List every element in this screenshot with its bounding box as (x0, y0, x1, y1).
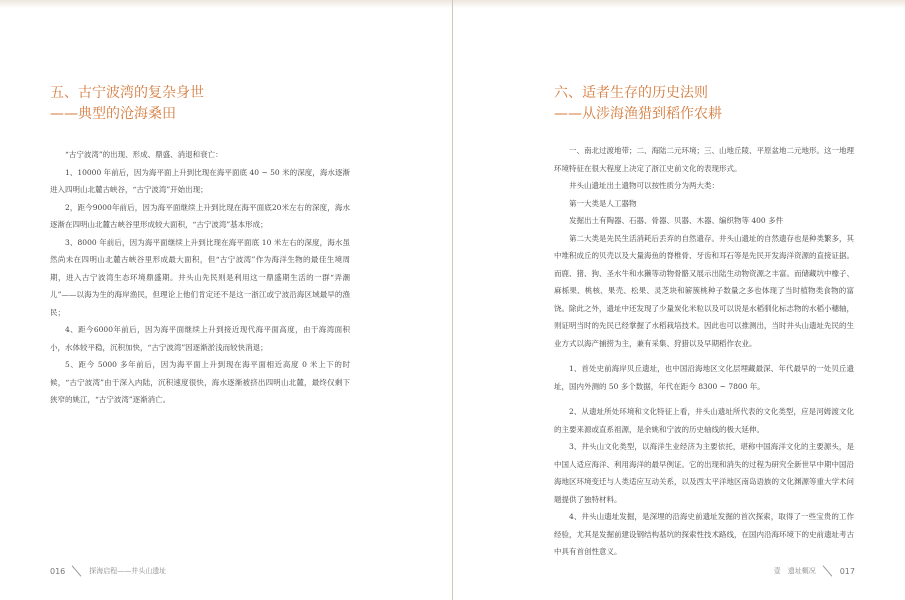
right-folio (774, 566, 855, 576)
left-heading-line-2: ——典型的沧海桑田 (50, 106, 176, 122)
folio-divider (71, 566, 83, 576)
page-number: 017 (839, 566, 855, 576)
paragraph: 2，距今9000年前后，因为海平面继续上升到比现在海平面底20米左右的深度，海水逐渐在四明山北麓古峡谷里形成较大面积，“古宁波湾”基本形成； (50, 202, 350, 229)
paragraph: 一、南北过渡地带；二、海陆二元环境；三、山地丘陵、平原盆地二元地形。这一地理环境特征在很大程度上决定了浙江史前文化的表现形式。 (554, 146, 854, 173)
page-top-shade (0, 0, 452, 8)
right-heading-line-2: ——从涉海渔猎到稻作农耕 (554, 106, 722, 122)
paragraph: 2、从遗址所处环境和文化特征上看，井头山遗址所代表的文化类型，应是河姆渡文化的主要来源或直系祖源，是余姚和宁波的历史轴线的极大延伸。 (554, 407, 854, 434)
paragraph: 1、10000 年前后，因为海平面上升到比现在海平面底 40 ~ 50 米的深度，海水逐渐进入四明山北麓古峡谷，“古宁波湾”开始出现； (50, 167, 350, 194)
page-top-shade (453, 0, 905, 8)
right-body-text (554, 142, 854, 561)
page-number: 016 (50, 566, 66, 576)
right-page (453, 0, 905, 600)
paragraph: 第二大类是先民生活消耗后丢弃的自然遗存。井头山遗址的自然遗存也是种类繁多，其中堆积成丘的贝壳以及大量海鱼的脊椎骨、牙齿和耳石等是先民开发海洋资源的直接证据。而鹿、猪、狗、圣水牛和水獭等动物骨骼又展示出陆生动物资源之丰富。而储藏坑中橡子、麻栎果、桃核、果壳、松果、灵芝块和簖簇桃种子数量之多也体现了当时植物类食物的富饶。除此之外，遗址中还发现了少量炭化米粒以及可以说是水稻驯化标志物的水稻小穗轴，则证明当时的先民已经掌握了水稻栽培技术。因此也可以推测出，当时井头山遗址先民的生业方式以海产捕捞为主，兼有采集、狩猎以及早期稻作农业。 (554, 233, 854, 348)
running-title: 探海启程——井头山遗址 (89, 567, 167, 575)
paragraph: 井头山遗址出土遗物可以按性质分为两大类： (569, 181, 719, 190)
paragraph: 1、首处史前海岸贝丘遗址，也中国沿海地区文化层埋藏最深、年代最早的一处贝丘遗址，国内外测的 50 多个数据，年代在距今 8300 ~ 7800 年。 (554, 364, 854, 391)
paragraph: 4、距今6000年前后，因为海平面继续上升到接近现代海平面高度，由于海湾面积小，水体较平稳，沉积加快，“古宁波湾”因逐渐淤浅而较快消退； (50, 325, 350, 352)
running-title: 壹 遗址概况 (773, 567, 816, 575)
right-heading-line-1: 六、适者生存的历史法则 (554, 85, 708, 101)
paragraph: 3、8000 年前后，因为海平面继续上升到比现在海平面底 10 米左右的深度，海水虽然尚未在四明山北麓古峡谷里形成最大面积，但“古宁波湾”作为海洋生物的最佳生境周期，进入古宁波湾生态环境鼎盛期。井头山先民则是利用这一鼎盛期生活的一群“弄潮儿”——以海为生的海岸渔民，但理论上他们肯定还不是这一浙江或宁波沿海区域最早的渔民； (50, 237, 350, 317)
right-section-heading (554, 83, 722, 125)
left-heading-line-1: 五、古宁波湾的复杂身世 (50, 85, 204, 101)
left-section-heading (50, 83, 204, 125)
paragraph: 3、井头山文化类型，以海洋生业经济为主要依托，堪称中国海洋文化的主要源头，是中国人适应海洋、利用海洋的最早例证。它的出现和消失的过程为研究全新世早中期中国沿海地区环境变迁与人类适应互动关系，以及西太平洋地区南岛语族的文化渊源等重大学术问题提供了独特材料。 (554, 442, 854, 504)
paragraph: 发掘出土有陶器、石器、骨器、贝器、木器、编织物等 400 多件 (569, 216, 784, 225)
paragraph: 第一大类是人工器物 (569, 198, 637, 208)
paragraph: 5、距今 5000 多年前后，因为海平面上升到现在海平面相近高度 0 米上下的时候，“古宁波湾”由于深入内陆，沉积速度很快，海水逐渐被挤出四明山北麓，最终仅剩下狭窄的姚江，“古宁波湾”逐渐消亡。 (50, 360, 350, 404)
left-body-text (50, 146, 350, 409)
left-folio (50, 566, 166, 576)
folio-divider (822, 566, 834, 576)
left-page (0, 0, 452, 600)
paragraph: 4、井头山遗址发掘，是深埋的沿海史前遗址发掘的首次探索，取得了一些宝贵的工作经验，尤其是发掘前建设钢结构基坑的探索性技术路线，在国内沿海环境下的史前遗址考古中具有首创性意义。 (554, 512, 854, 556)
paragraph: “古宁波湾”的出现、形成、鼎盛、消退和衰亡： (65, 150, 223, 159)
